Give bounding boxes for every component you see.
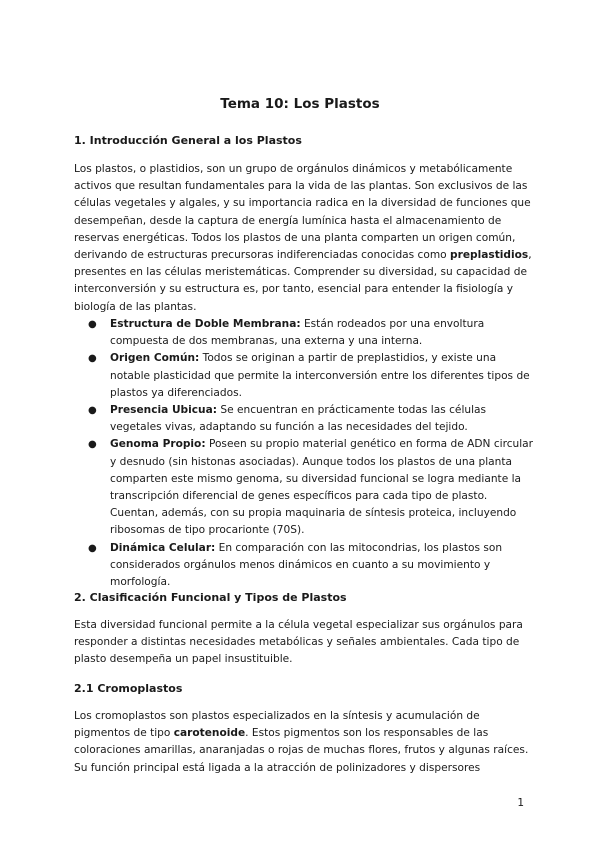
bullet-term: Genoma Propio:	[110, 438, 206, 451]
list-item	[74, 350, 534, 402]
cromoplastos-text-a: Los cromoplastos son plastos especializados en la síntesis y acumulación de pigmentos de tipo	[74, 710, 480, 740]
intro-bold-term: preplastidios	[450, 249, 529, 262]
list-item	[74, 402, 534, 436]
bullet-icon: ●	[88, 439, 97, 451]
page-title: Tema 10: Los Plastos	[220, 96, 380, 112]
list-item	[74, 436, 534, 539]
section-1-intro	[74, 161, 534, 316]
bullet-icon: ●	[88, 542, 97, 554]
bullet-icon: ●	[88, 405, 97, 417]
bullet-text: Poseen su propio material genético en forma de ADN circular y desnudo (sin histonas asociadas). Aunque todos los plastos de una planta comparten este mismo genoma, su diversidad funcional se logra mediante la transcripción diferencial de genes específicos para cada tipo de plasto. Cuentan, además, con su propia maquinaria de síntesis proteica, incluyendo ribosomas de tipo procarionte (70S).	[110, 438, 534, 537]
list-item	[74, 540, 534, 592]
cromoplastos-text-b: . Estos pigmentos son los responsables de las coloraciones amarillas, anaranjadas o rojas de muchas flores, frutos y algunas raíces. Su función principal está ligada a la atracción de polinizadores y dispersores	[74, 727, 529, 774]
page-number: 1	[517, 797, 524, 809]
bullet-icon: ●	[88, 319, 97, 330]
bullet-text: Se encuentran en prácticamente todas las células vegetales vivas, adaptando su función a las necesidades del tejido.	[110, 404, 487, 434]
intro-text-b: , presentes en las células meristemáticas. Comprender su diversidad, su capacidad de interconversión y su estructura es, por tanto, esencial para entender la fisiología y biología de las plantas.	[74, 249, 532, 313]
list-item	[74, 316, 534, 350]
bullet-term: Origen Común:	[110, 352, 200, 365]
cromoplastos-bold-term: carotenoide	[173, 727, 246, 740]
bullet-text: En comparación con las mitocondrias, los plastos son considerados orgánulos menos dinámicos en cuanto a su movimiento y morfología.	[110, 541, 503, 589]
section-2-heading: 2. Clasificación Funcional y Tipos de Plastos	[74, 591, 347, 604]
plastid-features-list	[74, 316, 534, 591]
bullet-term: Estructura de Doble Membrana:	[110, 318, 301, 330]
bullet-term: Presencia Ubicua:	[110, 404, 217, 417]
bullet-term: Dinámica Celular:	[110, 541, 216, 554]
bullet-text: Están rodeados por una envoltura compuesta de dos membranas, una externa y una interna.	[110, 318, 485, 348]
section-2-paragraph: Esta diversidad funcional permite a la célula vegetal especializar sus orgánulos para responder a distintas necesidades metabólicas y señales ambientales. Cada tipo de plasto desempeña un papel insustituible.	[74, 619, 523, 666]
section-2-1-heading: 2.1 Cromoplastos	[74, 682, 183, 695]
intro-text-a: Los plastos, o plastidios, son un grupo de orgánulos dinámicos y metabólicamente activos que resultan fundamentales para la vida de las plantas. Son exclusivos de las células vegetales y algales, y su importancia radica en la diversidad de funciones que desempeñan, desde la captura de energía lumínica hasta el almacenamiento de reservas energéticas. Todos los plastos de una planta comparten un origen común, derivando de estructuras precursoras indiferenciadas conocidas como	[74, 163, 531, 262]
section-2-1-paragraph	[74, 708, 534, 777]
bullet-text: Todos se originan a partir de preplastidios, y existe una notable plasticidad que permite la interconversión entre los diferentes tipos de plastos ya diferenciados.	[110, 352, 530, 399]
section-1-heading: 1. Introducción General a los Plastos	[74, 134, 302, 147]
bullet-icon: ●	[88, 353, 97, 365]
